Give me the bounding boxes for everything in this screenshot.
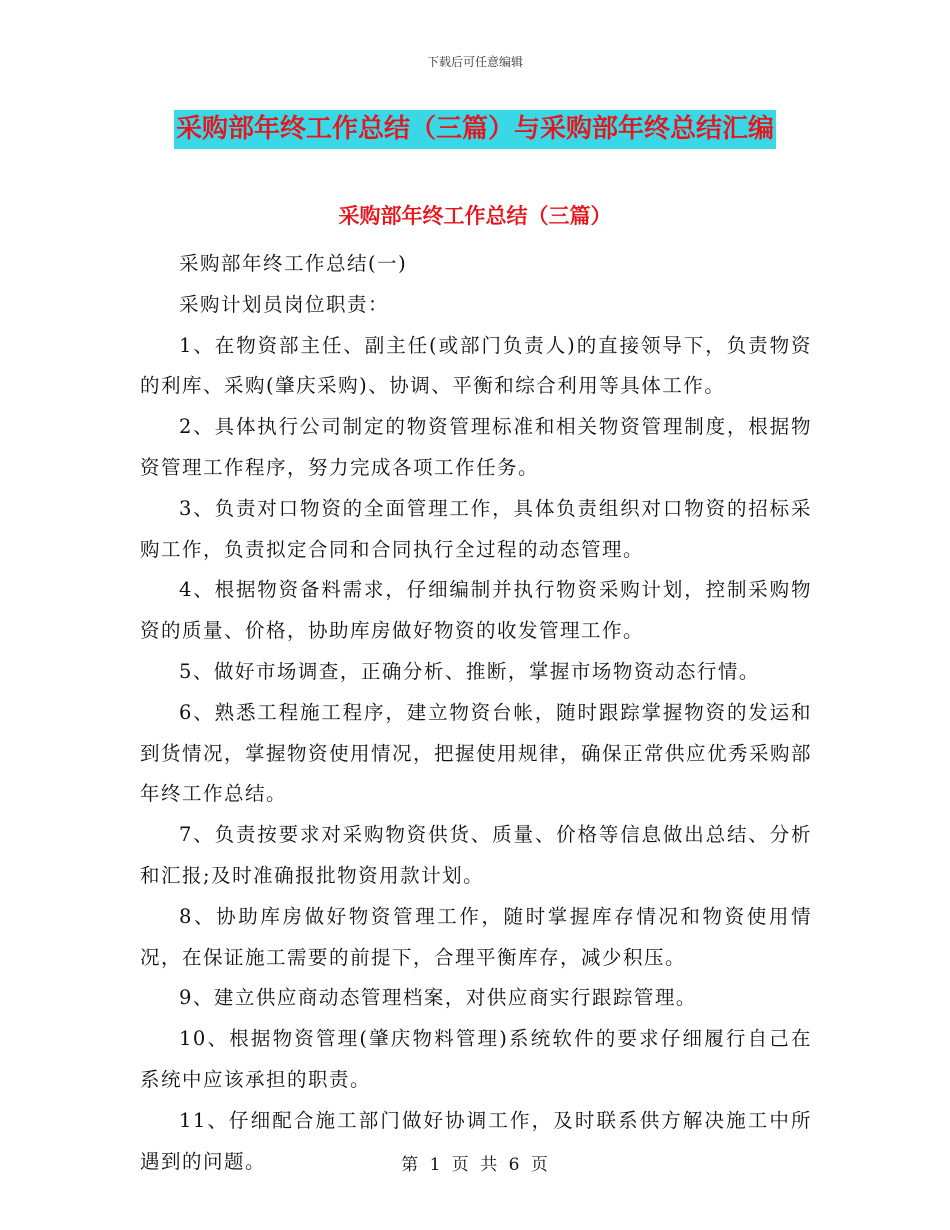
paragraph-item-9: 9、建立供应商动态管理档案，对供应商实行跟踪管理。 [179,986,697,1010]
paragraph-item-7: 7、负责按要求对采购物资供货、质量、价格等信息做出总结、分析和汇报;及时准确报批物资用款计划。 [140,823,812,887]
paragraph-item-6: 6、熟悉工程施工程序，建立物资台帐，随时跟踪掌握物资的发运和到货情况，掌握物资使用情况，把握使用规律，确保正常供应优秀采购部年终工作总结。 [140,700,813,806]
paragraph-item-5: 5、做好市场调查，正确分析、推断，掌握市场物资动态行情。 [179,659,760,683]
paragraph-item-4: 4、根据物资备料需求，仔细编制并执行物资采购计划，控制采购物资的质量、价格，协助库房做好物资的收发管理工作。 [140,578,812,643]
paragraph-role-heading: 采购计划员岗位职责： [179,292,390,316]
page-header-note: 下载后可任意编辑 [426,55,523,69]
page-number-footer: 第 1 页 共 6 页 [401,1155,549,1175]
document-body [140,244,812,1182]
paragraph-item-11: 11、仔细配合施工部门做好协调工作，及时联系供方解决施工中所遇到的问题。 [140,1108,812,1173]
paragraph-item-1: 1、在物资部主任、副主任(或部门负责人)的直接领导下，负责物资的利库、采购(肇庆采购)、协调、平衡和综合利用等具体工作。 [140,333,812,398]
document-main-title: 采购部年终工作总结（三篇）与采购部年终总结汇编 [174,110,776,149]
paragraph-item-8: 8、协助库房做好物资管理工作，随时掌握库存情况和物资使用情况，在保证施工需要的前提下，合理平衡库存，减少积压。 [140,904,812,969]
paragraph-item-10: 10、根据物资管理(肇庆物料管理)系统软件的要求仔细履行自己在系统中应该承担的职责。 [140,1027,812,1091]
main-title-container [0,110,950,149]
paragraph-item-3: 3、负责对口物资的全面管理工作，具体负责组织对口物资的招标采购工作，负责拟定合同和合同执行全过程的动态管理。 [140,496,812,561]
document-sub-title: 采购部年终工作总结（三篇） [338,204,612,228]
paragraph-item-2: 2、具体执行公司制定的物资管理标准和相关物资管理制度，根据物资管理工作程序，努力完成各项工作任务。 [140,415,812,479]
paragraph-section-heading: 采购部年终工作总结(一) [179,252,408,275]
